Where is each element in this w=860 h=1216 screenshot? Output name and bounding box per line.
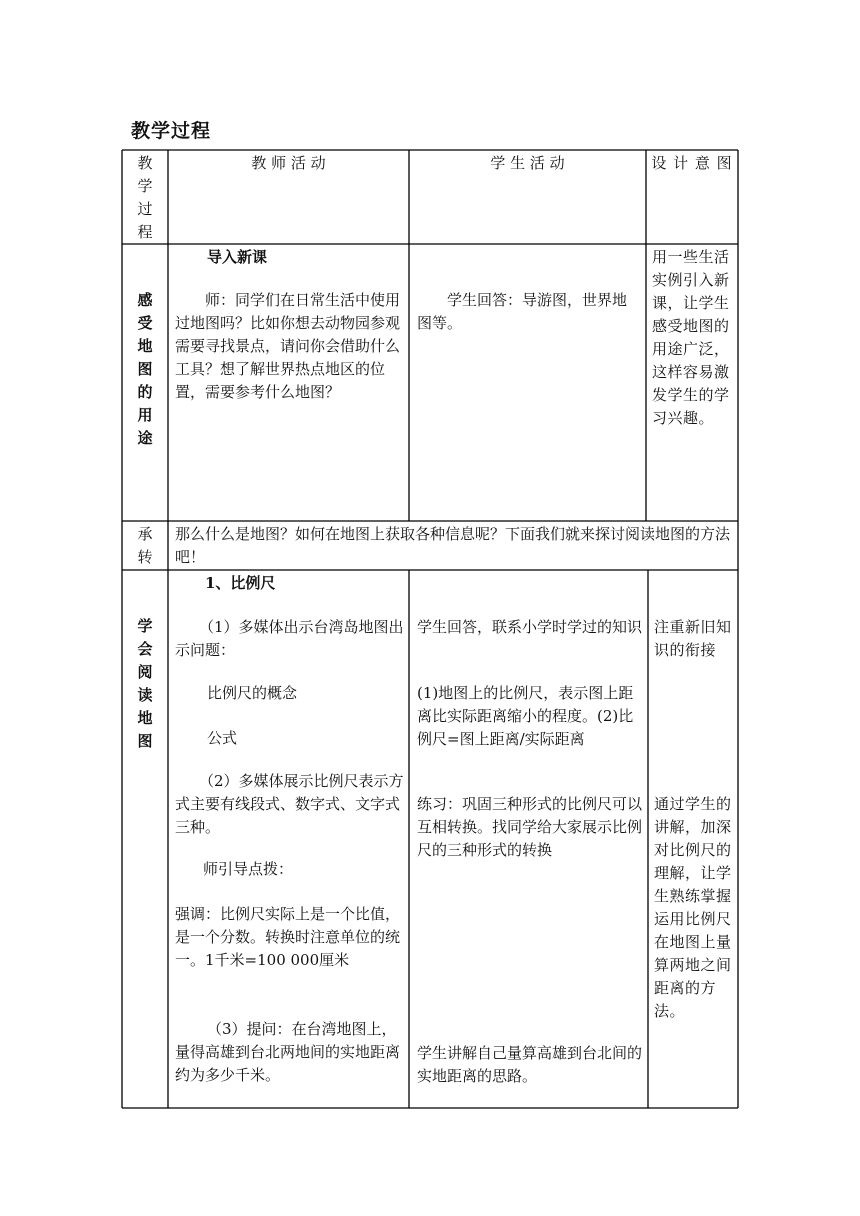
- teacher-p6: 强调：比例尺实际上是一个比值，是一个分数。转换时注意单位的统一。1千米=100 000厘米: [175, 905, 401, 969]
- teacher-p5: 师引导点拨：: [203, 860, 294, 878]
- header-stage-char: 教: [137, 154, 153, 172]
- header-teacher-activity: 教 师 活 动: [251, 154, 326, 172]
- stage-char: 会: [137, 640, 153, 658]
- row2-transition-text: 那么什么是地图？如何在地图上获取各种信息呢？下面我们就来探讨阅读地图的方法吧！: [175, 525, 731, 566]
- design-text: 用一些生活实例引入新课，让学生感受地图的用途广泛，这样容易激发学生的学习兴趣。: [652, 248, 730, 427]
- student-p3: 练习：巩固三种形式的比例尺可以互相转换。找同学给大家展示比例尺的三种形式的转换: [417, 795, 643, 859]
- teacher-p4: （2）多媒体展示比例尺表示方式主要有线段式、数字式、文字式三种。: [175, 772, 404, 836]
- header-stage-char: 程: [137, 223, 153, 241]
- row3-teacher: [175, 572, 405, 1084]
- header-design-intent: 设 计 意 图: [651, 154, 733, 172]
- teacher-text: 师：同学们在日常生活中使用过地图吗？比如你想去动物园参观需要寻找景点，请问你会借助什么工具？想了解世界热点地区的位置，需要参考什么地图？: [175, 291, 401, 401]
- stage-char: 图: [137, 360, 153, 378]
- teacher-heading: 导入新课: [207, 248, 268, 266]
- student-p1: 学生回答，联系小学时学过的知识: [417, 618, 643, 636]
- stage-char: 地: [137, 337, 153, 355]
- row1-design: [652, 246, 730, 430]
- header-stage: [124, 152, 166, 244]
- teacher-p7: （3）提问：在台湾地图上，量得高雄到台北两地间的实地距离约为多少千米。: [175, 1020, 401, 1084]
- stage-char: 用: [137, 406, 153, 424]
- document-title: 教学过程: [131, 120, 212, 142]
- row3-stage: [124, 615, 166, 753]
- student-p4: 学生讲解自己量算高雄到台北间的实地距离的思路。: [417, 1044, 643, 1085]
- stage-char: 地: [137, 709, 153, 727]
- header-stage-char: 过: [137, 200, 153, 218]
- row1-student: [417, 289, 641, 335]
- stage-char: 受: [137, 314, 153, 332]
- stage-char: 的: [137, 383, 153, 401]
- student-text: 学生回答：导游图，世界地图等。: [417, 291, 628, 332]
- stage-char: 学: [137, 617, 153, 635]
- stage-char: 读: [137, 686, 153, 704]
- header-student-activity: 学 生 活 动: [490, 154, 565, 172]
- row1-teacher: [175, 246, 404, 404]
- teacher-p2: 比例尺的概念: [207, 684, 298, 702]
- header-stage-char: 学: [137, 177, 153, 195]
- design-p2: 通过学生的讲解，加深对比例尺的理解，让学生熟练掌握运用比例尺在地图上量算两地之间距离的方法。: [654, 795, 732, 1020]
- stage-char: 感: [137, 291, 153, 309]
- row2-stage: [124, 523, 166, 569]
- teacher-p3: 公式: [207, 729, 238, 747]
- stage-char: 承: [137, 525, 153, 543]
- stage-char: 阅: [137, 663, 153, 681]
- student-p2: (1)地图上的比例尺，表示图上距离比实际距离缩小的程度。(2)比例尺=图上距离/实际距离: [417, 684, 634, 748]
- teacher-p1: （1）多媒体出示台湾岛地图出示问题：: [175, 618, 404, 659]
- teacher-heading: 1、比例尺: [205, 574, 276, 592]
- row1-stage: [124, 289, 166, 450]
- stage-char: 途: [137, 429, 153, 447]
- design-p1: 注重新旧知识的衔接: [654, 618, 732, 659]
- stage-char: 图: [137, 732, 153, 750]
- stage-char: 转: [137, 548, 153, 566]
